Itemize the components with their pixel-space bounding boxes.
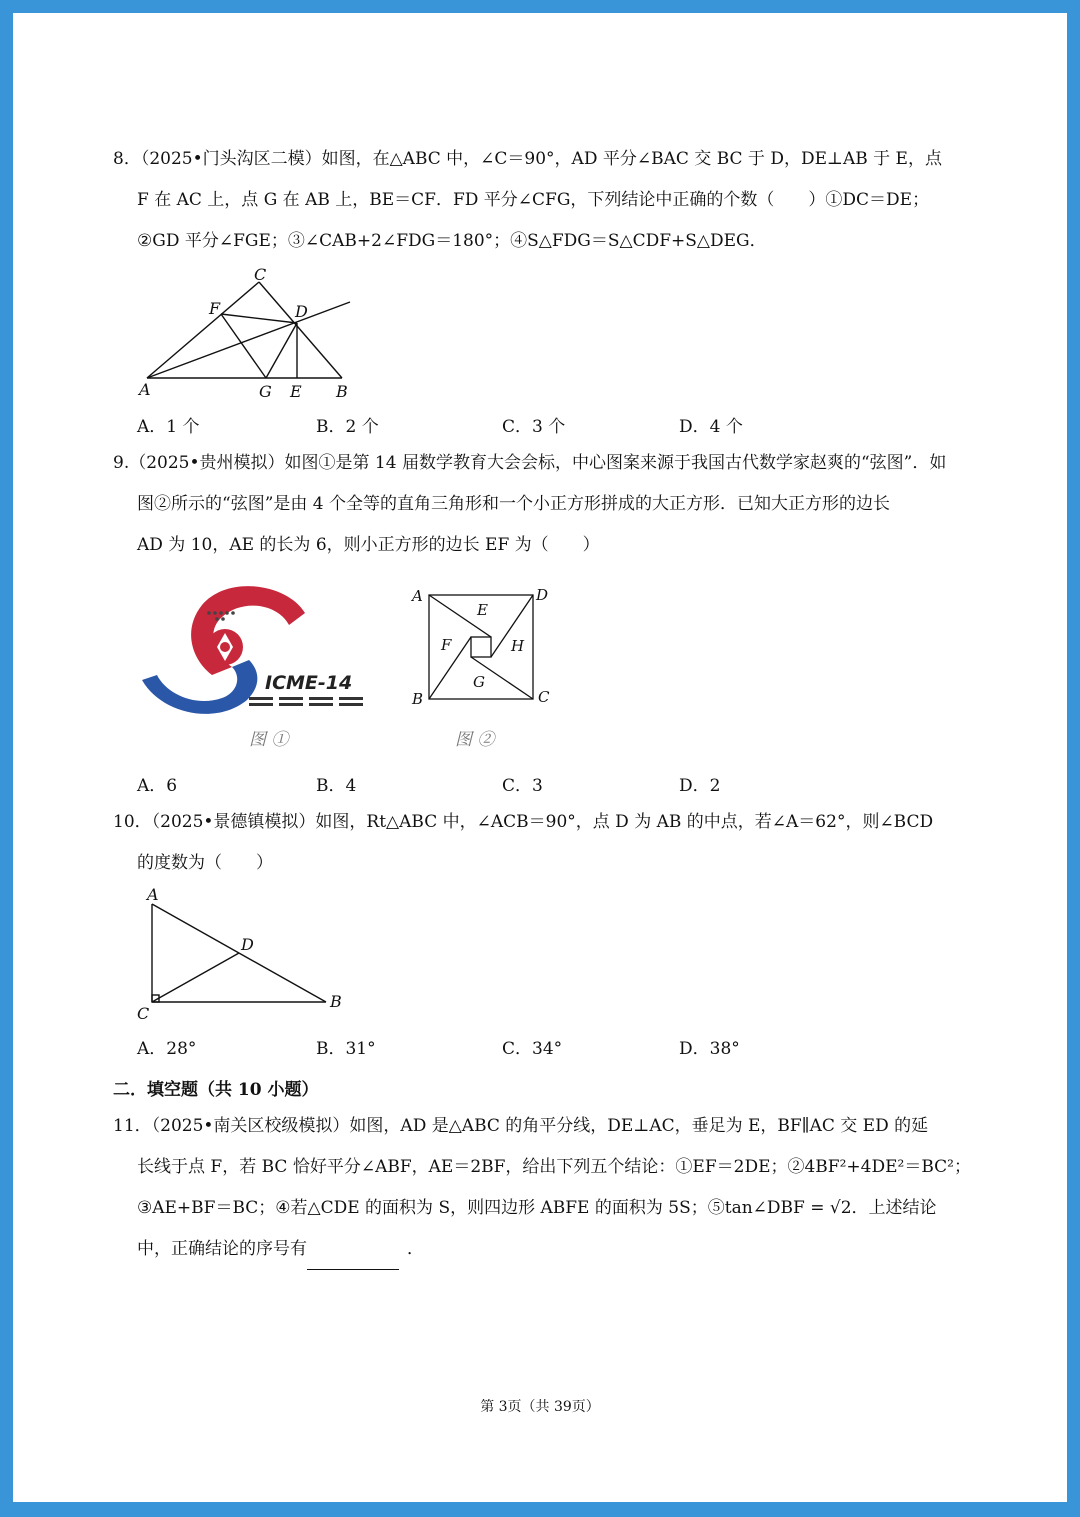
q11-line4 — [113, 1229, 973, 1270]
q9-label-a: A — [412, 587, 423, 605]
q8-option-a[interactable]: A．1 个 — [137, 417, 200, 437]
q9-line3: AD 为 10，AE 的长为 6，则小正方形的边长 EF 为（ ） — [137, 535, 600, 555]
q8-label-d: D — [295, 302, 308, 321]
q8-label-e: E — [290, 382, 302, 401]
q10-label-a: A — [147, 885, 159, 904]
q8-options — [137, 412, 837, 436]
question-11 — [113, 1106, 973, 1270]
q9-label-c: C — [538, 688, 550, 706]
q9-label-e: E — [477, 601, 488, 619]
q10-option-b[interactable]: B．31° — [316, 1039, 376, 1059]
q9-figure-2-string-diagram — [405, 583, 565, 753]
q8-label-f: F — [209, 299, 221, 318]
q8-line3: ②GD 平分∠FGE；③∠CAB+2∠FDG＝180°；④S△FDG＝S△CDF+S△DEG． — [137, 231, 767, 251]
q9-line1: 9.（2025•贵州模拟）如图①是第 14 届数学教育大会会标，中心图案来源于我国古代数学家赵爽的“弦图”．如 — [113, 453, 947, 473]
q10-option-c[interactable]: C．34° — [502, 1039, 563, 1059]
q9-label-h: H — [511, 637, 525, 655]
q11-line4-suffix: ． — [407, 1239, 424, 1259]
q9-option-d[interactable]: D．2 — [679, 776, 721, 796]
q11-line4-prefix: 中，正确结论的序号有 — [137, 1239, 307, 1259]
q11-line1: 11．（2025•南关区校级模拟）如图，AD 是△ABC 的角平分线，DE⊥AC，垂足为 E，BF∥AC 交 ED 的延 — [113, 1116, 929, 1136]
q10-options — [137, 1034, 837, 1058]
q10-line2: 的度数为（ ） — [137, 853, 273, 873]
q10-label-c: C — [137, 1004, 150, 1023]
q11-answer-blank[interactable] — [307, 1251, 399, 1270]
question-10 — [113, 802, 973, 884]
q9-option-b[interactable]: B．4 — [316, 776, 357, 796]
q8-label-g: G — [259, 382, 272, 401]
q9-caption-1: 图 ① — [249, 730, 289, 750]
q9-caption-2: 图 ② — [455, 730, 495, 750]
q8-figure — [135, 262, 365, 404]
question-9 — [113, 443, 973, 566]
section-2-title: 二．填空题（共 10 小题） — [113, 1080, 319, 1100]
q9-line2: 图②所示的“弦图”是由 4 个全等的直角三角形和一个小正方形拼成的大正方形．已知大正方形的边长 — [137, 494, 891, 514]
q10-label-b: B — [330, 992, 342, 1011]
q9-label-d: D — [536, 586, 549, 604]
q10-line1: 10．（2025•景德镇模拟）如图，Rt△ABC 中，∠ACB＝90°，点 D 为 AB 的中点，若∠A＝62°，则∠BCD — [113, 812, 934, 832]
page-footer: 第 3页（共 39页） — [480, 1399, 600, 1415]
q10-option-d[interactable]: D．38° — [679, 1039, 740, 1059]
q8-label-c: C — [254, 265, 267, 284]
q9-option-a[interactable]: A．6 — [137, 776, 178, 796]
q8-option-d[interactable]: D．4 个 — [679, 417, 743, 437]
q10-figure — [133, 882, 353, 1024]
q10-option-a[interactable]: A．28° — [137, 1039, 197, 1059]
q9-option-c[interactable]: C．3 — [502, 776, 543, 796]
q9-options — [137, 771, 837, 795]
q9-figure-1-logo — [137, 575, 377, 755]
q11-line2: 长线于点 F，若 BC 恰好平分∠ABF，AE＝2BF，给出下列五个结论：①EF＝2DE；②4BF²+4DE²＝BC²； — [137, 1157, 971, 1177]
q10-label-d: D — [241, 935, 254, 954]
q9-label-g: G — [473, 673, 485, 691]
q8-line2: F 在 AC 上，点 G 在 AB 上，BE＝CF．FD 平分∠CFG，下列结论中正确的个数（ ）①DC＝DE； — [137, 190, 930, 210]
q9-logo-text: ICME-14 — [265, 672, 353, 694]
q8-label-a: A — [139, 380, 151, 399]
q9-label-f: F — [441, 636, 452, 654]
q8-option-b[interactable]: B．2 个 — [316, 417, 379, 437]
q11-line3: ③AE+BF＝BC；④若△CDE 的面积为 S，则四边形 ABFE 的面积为 5S；⑤tan∠DBF = √2．上述结论 — [137, 1198, 937, 1218]
q9-label-b: B — [412, 690, 424, 708]
q8-label-b: B — [336, 382, 348, 401]
q8-line1: 8．（2025•门头沟区二模）如图，在△ABC 中，∠C＝90°，AD 平分∠BAC 交 BC 于 D，DE⊥AB 于 E，点 — [113, 149, 942, 169]
question-8 — [113, 139, 973, 262]
q8-option-c[interactable]: C．3 个 — [502, 417, 566, 437]
